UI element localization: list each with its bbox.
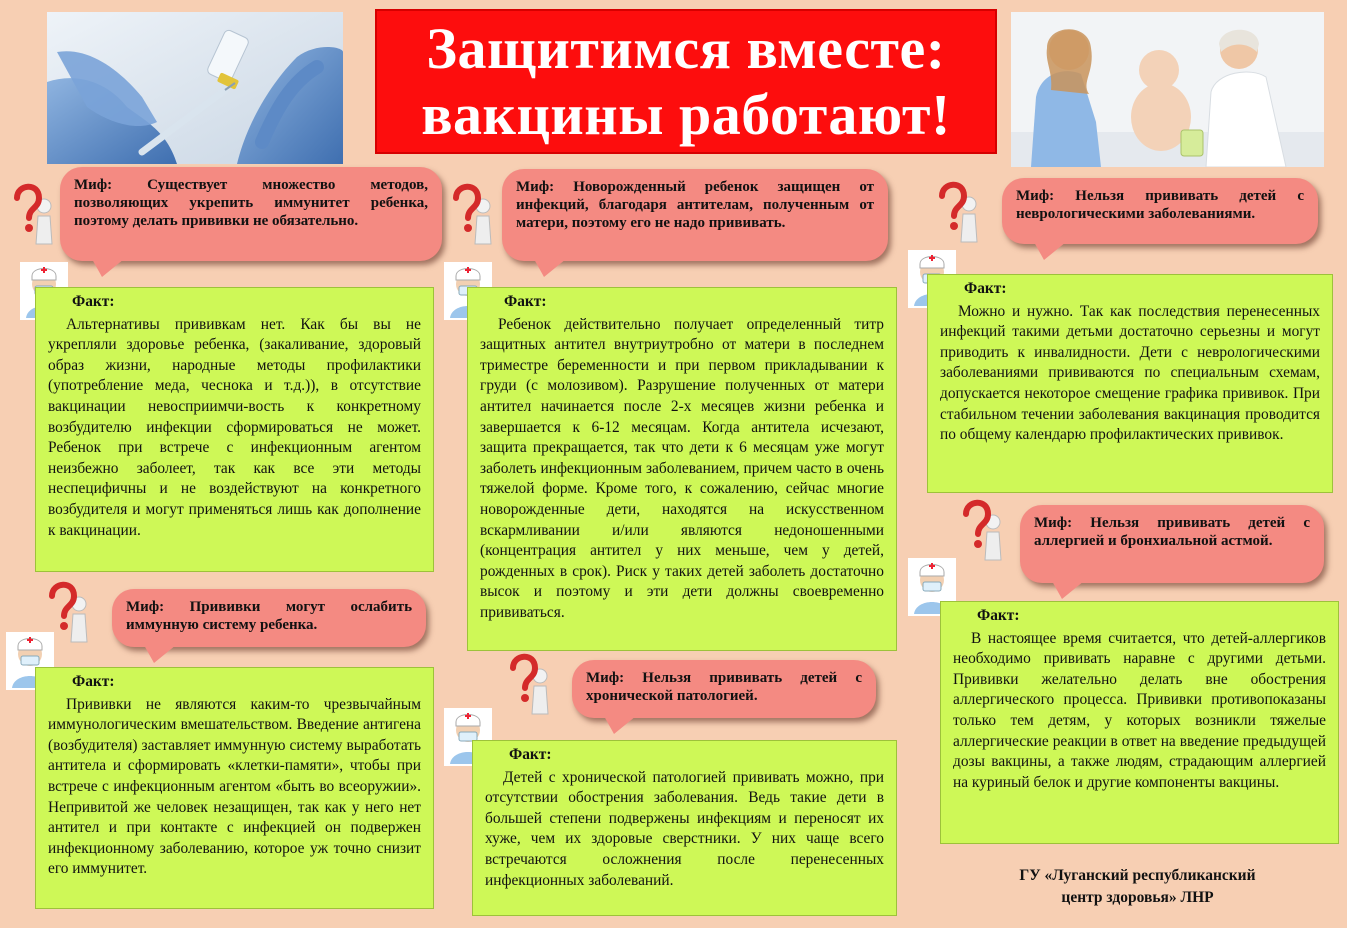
footer-line-2: центр здоровья» ЛНР [1061, 889, 1214, 906]
myth-bubble [60, 167, 442, 261]
question-mark-figure-icon [450, 180, 502, 252]
myth-bubble [1002, 178, 1318, 244]
fact-label: Факт: [964, 280, 1007, 297]
fact-label: Факт: [72, 293, 115, 310]
fact-text: Ребенок действительно получает определенный титр защитных антител внутриутробно от матери в последнем триместре беременности и при первом прикладывании к груди (с молозивом). Разрушение полученных от матери антител начинается после 2-х месяцев жизни ребенка и завершается к 6-12 месяцам. Когда антитела исчезают, защита прекращается, так что дети к 6 месяцам уже могут заболеть инфекционным заболеванием, причем часто в очень тяжелой форме. Кроме того, к сожалению, сейчас многие новорожденные дети, находятся на искусственном вскармливании и/или являются недоношенными (концентрация антител у них меньше, чем у детей, рожденных в срок). Риск у таких детей заболеть достаточно высок и поэтому и эти дети должны своевременно прививаться. [480, 315, 884, 621]
fact-text: В настоящее время считается, что детей-аллергиков необходимо прививать наравне с другими детьми. Прививки желательно делать вне обострения аллергического процесса. Прививки противопоказаны только тем детям, у которых возникли тяжелые аллергические реакции в ответ на введение предыдущей дозы вакцины, а также людям, страдающим аллергией на куриный белок и другие компоненты вакцины. [953, 629, 1326, 791]
fact-text: Альтернативы прививкам нет. Как бы вы не укрепляли здоровье ребенка, (закаливание, здоровый образ жизни, народные методы профилактики (употребление меда, чеснока и т.д.)), в отсутствие вакцинации невосприимчи-вость к конкретному возбудителю инфекции сформироваться не может. Ребенок при встрече с инфекционным агентом неизбежно заболеет, так как все эти методы неспецифичны и не воздействуют на конкретного возбудителя и могут применяться лишь как дополнение к вакцинации. [48, 315, 421, 539]
myth-text: Миф: Нельзя прививать детей с хронической патологией. [586, 670, 862, 704]
fact-box [940, 601, 1339, 844]
myth-text: Миф: Новорожденный ребенок защищен от инфекций, благодаря антителам, полученным от матери, поэтому его не надо прививать. [516, 179, 874, 231]
myth-bubble [1020, 505, 1324, 583]
vaccine-syringe-photo [47, 12, 343, 164]
page-title [421, 16, 951, 148]
fact-label: Факт: [509, 746, 552, 763]
question-mark-figure-icon [507, 650, 559, 722]
myth-text: Миф: Существует множество методов, позволяющих укрепить иммунитет ребенка, поэтому делать прививки не обязательно. [74, 177, 428, 229]
fact-label: Факт: [72, 673, 115, 690]
fact-box [467, 287, 897, 651]
fact-label: Факт: [977, 607, 1020, 624]
organization-credit [980, 865, 1295, 909]
question-mark-figure-icon [960, 496, 1012, 568]
myth-text: Миф: Нельзя прививать детей с аллергией и бронхиальной астмой. [1034, 515, 1310, 549]
fact-box [472, 740, 897, 916]
fact-box [35, 667, 434, 909]
myth-text: Миф: Нельзя прививать детей с неврологическими заболеваниями. [1016, 188, 1304, 222]
footer-line-1: ГУ «Луганский республиканский [1019, 867, 1256, 884]
myth-bubble [572, 660, 876, 718]
title-line-2: вакцины работают! [421, 81, 951, 147]
question-mark-figure-icon [11, 180, 63, 252]
myth-text: Миф: Прививки могут ослабить иммунную систему ребенка. [126, 599, 412, 633]
fact-box [35, 287, 434, 572]
title-line-1: Защитимся вместе: [426, 15, 946, 81]
fact-text: Прививки не являются каким-то чрезвычайным иммунологическим вмешательством. Введение антигена (возбудителя) заставляет иммунную систему выработать антитела и сформировать «клетки-памяти», чтобы при встрече с инфекционным агентом «быть во всеоружии». Непривитой же человек незащищен, так как у него нет антител и при контакте с инфекцией он подвержен инфекционному заболеванию, которое уж точно снизит его иммунитет. [48, 695, 421, 878]
myth-bubble [502, 169, 888, 261]
fact-box [927, 274, 1333, 493]
myth-bubble [112, 589, 426, 647]
fact-text: Детей с хронической патологией прививать можно, при отсутствии обострения заболевания. Ведь такие дети в большей степени подвержены инфекциям и переносят их хуже, чем их здоровые сверстники. У них чаще всего встречаются осложнения после перенесенных инфекционных заболеваний. [485, 768, 884, 889]
fact-label: Факт: [504, 293, 547, 310]
fact-text: Можно и нужно. Так как последствия перенесенных инфекций такими детьми достаточно серьезны и могут приводить к инвалидности. Дети с неврологическими заболеваниями прививаются по специальным схемам, допускается некоторое смещение графика прививок. При стабильном течении заболевания вакцинация проводится по общему календарю профилактических прививок. [940, 302, 1320, 444]
title-banner [375, 9, 997, 154]
doctor-baby-photo [1011, 12, 1324, 167]
question-mark-figure-icon [936, 178, 988, 250]
